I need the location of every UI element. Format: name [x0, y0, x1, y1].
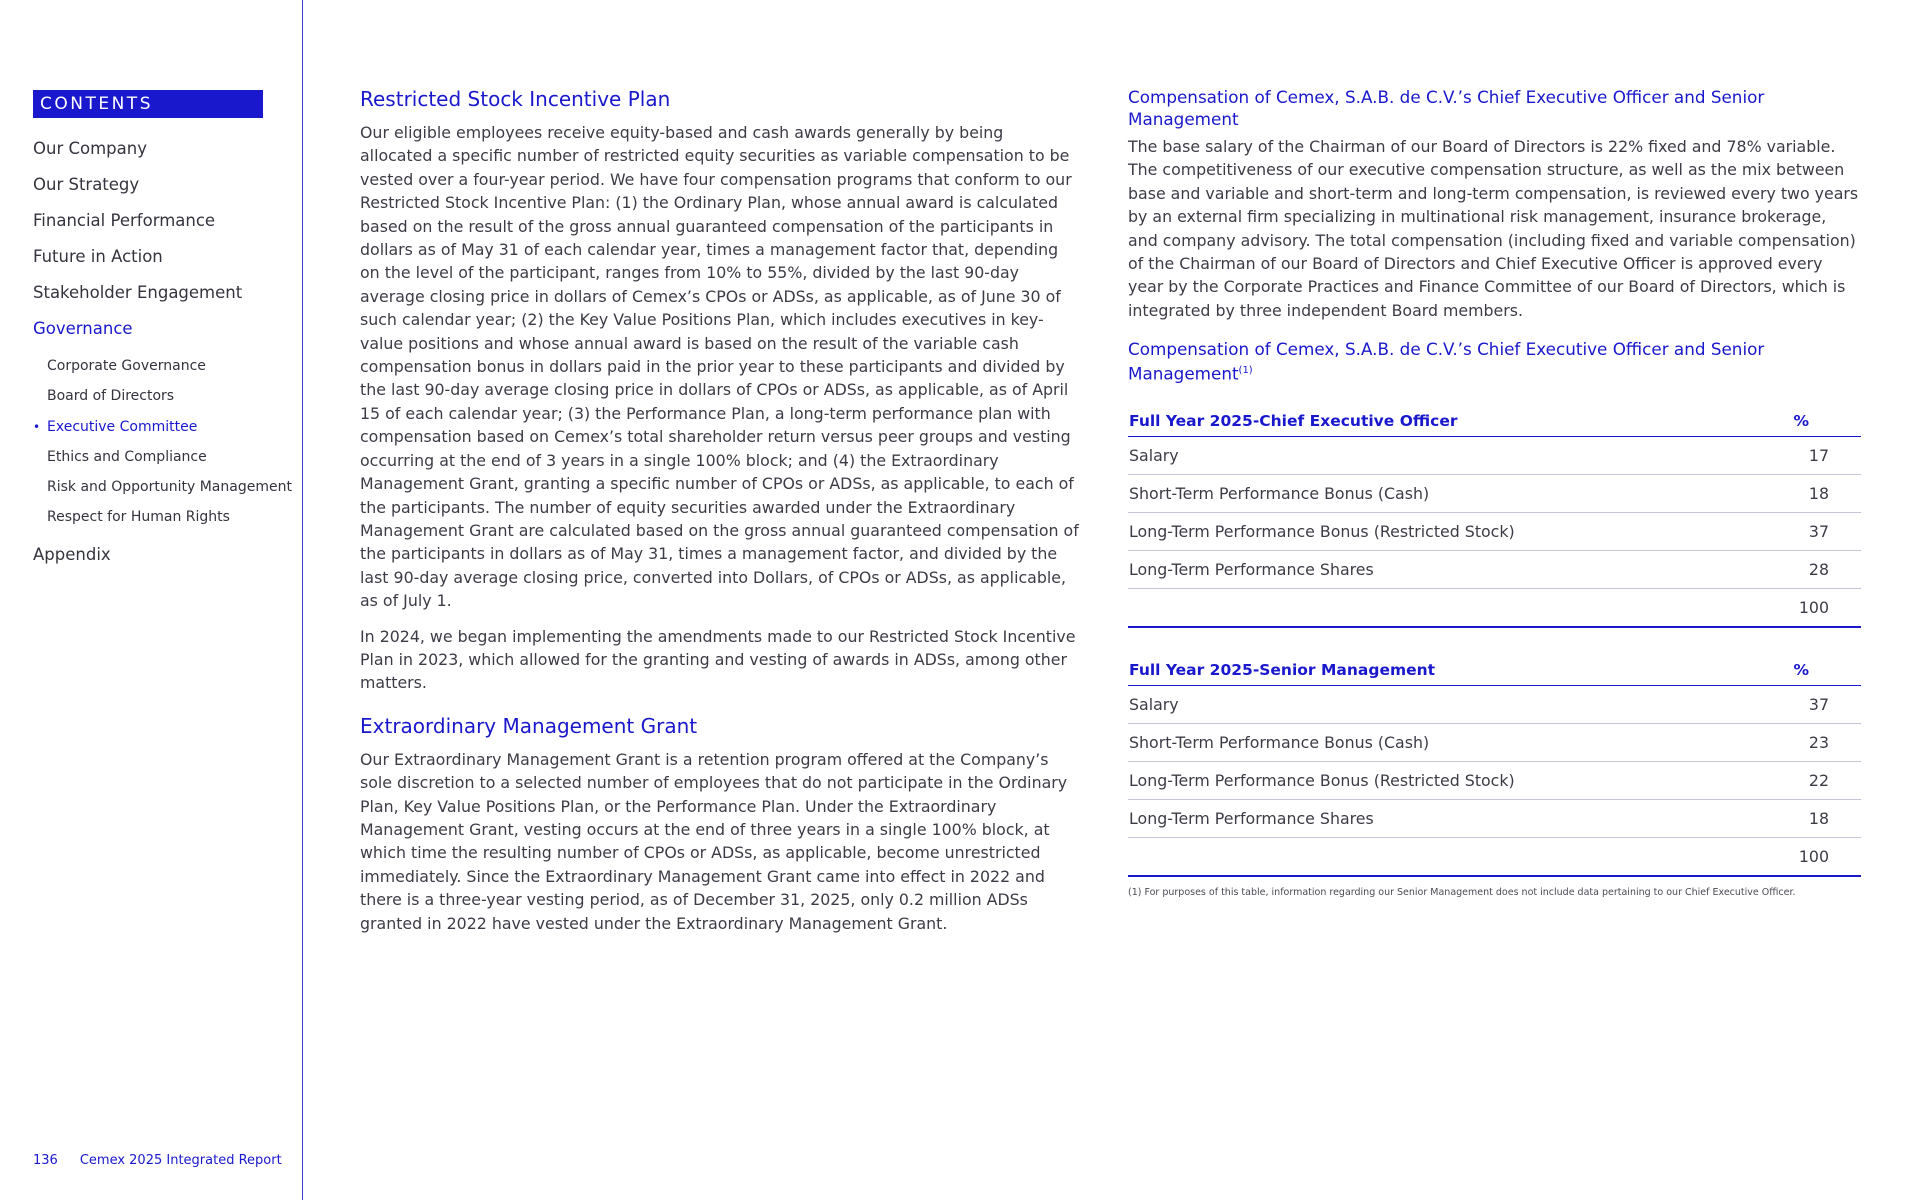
emg-heading: Extraordinary Management Grant	[360, 713, 698, 738]
page-number: 136	[33, 1153, 58, 1168]
row-value: 23	[1751, 723, 1861, 761]
table-row	[1128, 550, 1861, 588]
row-value: 22	[1751, 761, 1861, 799]
table-row	[1128, 799, 1861, 837]
table-total-row	[1128, 588, 1861, 627]
row-label: Long-Term Performance Bonus (Restricted Stock)	[1128, 761, 1751, 799]
ceo-compensation-table	[1128, 393, 1861, 628]
sidebar-item-appendix[interactable]: Appendix	[33, 544, 111, 564]
senior-management-compensation-table	[1128, 642, 1861, 877]
sidebar-nav	[33, 137, 292, 579]
table-row	[1128, 685, 1861, 723]
report-title: Cemex 2025 Integrated Report	[79, 1153, 282, 1168]
sidebar-item-stakeholder-engagement[interactable]: Stakeholder Engagement	[33, 283, 243, 302]
table-heading-note: (1)	[1238, 365, 1253, 377]
sidebar-item-future-in-action[interactable]: Future in Action	[33, 247, 163, 266]
row-value: 37	[1751, 512, 1861, 550]
emg-paragraph: Our Extraordinary Management Grant is a retention program offered at the Company’s sole discretion to a selected number of employees that do not participate in the Ordinary Plan, Key Value Positions Plan, or the Performance Plan. Under the Extraordinary Management Grant, vesting occurs at the end of three years in a single 100% block, at which time the resulting number of CPOs or ADSs, as applicable, become unrestricted immediately. Since the Extraordinary Management Grant came into effect in 2022 and there is a three-year vesting period, as of December 31, 2025, only 0.2 million ADSs granted in 2022 have vested under the Extraordinary Management Grant.	[360, 749, 1068, 933]
main-column-left	[360, 86, 1080, 947]
row-value: 28	[1751, 550, 1861, 588]
sidebar-item-governance[interactable]: Governance	[33, 319, 133, 338]
rsip-heading: Restricted Stock Incentive Plan	[360, 87, 671, 111]
table-total-row	[1128, 837, 1861, 876]
sidebar-item-our-strategy[interactable]: Our Strategy	[33, 175, 140, 194]
table-heading-text: Compensation of Cemex, S.A.B. de C.V.’s Chief Executive Officer and Senior Management	[1128, 339, 1765, 384]
sidebar-subitem-corporate-governance[interactable]: Corporate Governance	[47, 358, 206, 374]
sidebar-item-our-company[interactable]: Our Company	[33, 139, 147, 158]
sidebar	[0, 0, 303, 1200]
row-label: Salary	[1128, 436, 1751, 474]
compensation-table-heading	[1128, 338, 1861, 385]
total-value: 100	[1751, 588, 1861, 627]
row-label: Long-Term Performance Shares	[1128, 799, 1751, 837]
row-label: Short-Term Performance Bonus (Cash)	[1128, 474, 1751, 512]
rsip-paragraph-1: Our eligible employees receive equity-based and cash awards generally by being allocated a specific number of restricted equity securities as variable compensation to be vested over a four-year period. We have four compensation programs that conform to our Restricted Stock Incentive Plan: (1) the Ordinary Plan, whose annual award is calculated based on the result of the gross annual guaranteed compensation of the participants in dollars as of May 31 of each calendar year, times a management factor that, depending on the level of the participant, ranges from 10% to 55%, divided by the last 90-day average closing price in dollars of Cemex’s CPOs or ADSs, as applicable, as of June 30 of such calendar year; (2) the Key Value Positions Plan, which includes executives in key-value positions and whose annual award is based on the result of the variable cash compensation bonus in dollars paid in the prior year to these participants and divided by the last 90-day average closing price in dollars of CPOs or ADSs, as applicable, as of April 15 of each calendar year; (3) the Performance Plan, a long-term performance plan with compensation based on Cemex’s total shareholder return versus peer groups and vesting occurring at the end of 3 years in a single 100% block; and (4) the Extraordinary Management Grant, granting a specific number of CPOs or ADSs, as applicable, to each of the participants. The number of equity securities awarded under the Extraordinary Management Grant are calculated based on the gross annual guaranteed compensation of the participants in dollars as of May 31, times a management factor, and divided by the last 90-day average closing price, converted into Dollars, of CPOs or ADSs, as applicable, as of July 1.	[360, 123, 1079, 611]
compensation-paragraph: The base salary of the Chairman of our Board of Directors is 22% fixed and 78% variable. The competitiveness of our executive compensation structure, as well as the mix between base and variable and short-term and long-term compensation, is reviewed every two years by an external firm specializing in multinational risk management, insurance brokerage, and company advisory. The total compensation (including fixed and variable compensation) of the Chairman of our Board of Directors and Chief Executive Officer is approved every year by the Corporate Practices and Finance Committee of our Board of Directors, which is integrated by three independent Board members.	[1128, 137, 1859, 320]
sidebar-subitem-ethics-and-compliance[interactable]: Ethics and Compliance	[47, 448, 207, 465]
page-footer	[33, 1153, 282, 1168]
sidebar-subitem-risk-and-opportunity-management[interactable]: Risk and Opportunity Management	[47, 479, 292, 496]
rsip-paragraph-2: In 2024, we began implementing the amendments made to our Restricted Stock Incentive Plan in 2023, which allowed for the granting and vesting of awards in ADSs, among other matters.	[360, 626, 1076, 693]
sidebar-subitem-respect-for-human-rights[interactable]: Respect for Human Rights	[47, 509, 230, 526]
table-row	[1128, 436, 1861, 474]
row-value: 18	[1751, 474, 1861, 512]
table-footnote: (1) For purposes of this table, information regarding our Senior Management does not include data pertaining to our Chief Executive Officer.	[1128, 886, 1796, 898]
table-header-row	[1128, 642, 1861, 686]
contents-header: CONTENTS	[33, 90, 263, 118]
row-label: Salary	[1128, 685, 1751, 723]
sidebar-subitem-board-of-directors[interactable]: Board of Directors	[47, 388, 175, 405]
table-row	[1128, 723, 1861, 761]
table-row	[1128, 474, 1861, 512]
main-column-right	[1128, 86, 1861, 898]
compensation-heading: Compensation of Cemex, S.A.B. de C.V.’s Chief Executive Officer and Senior Management	[1128, 87, 1765, 129]
row-label: Long-Term Performance Shares	[1128, 550, 1751, 588]
ceo-table-pct-header: %	[1751, 393, 1861, 437]
row-value: 37	[1751, 685, 1861, 723]
sidebar-item-financial-performance[interactable]: Financial Performance	[33, 211, 216, 230]
table-row	[1128, 512, 1861, 550]
row-value: 17	[1751, 436, 1861, 474]
total-value: 100	[1751, 837, 1861, 876]
sm-table-header: Full Year 2025-Senior Management	[1128, 642, 1751, 686]
ceo-table-header: Full Year 2025-Chief Executive Officer	[1128, 393, 1751, 437]
row-label: Long-Term Performance Bonus (Restricted Stock)	[1128, 512, 1751, 550]
row-label: Short-Term Performance Bonus (Cash)	[1128, 723, 1751, 761]
table-header-row	[1128, 393, 1861, 437]
row-value: 18	[1751, 799, 1861, 837]
sidebar-subitem-executive-committee[interactable]: • Executive Committee	[33, 417, 292, 447]
table-row	[1128, 761, 1861, 799]
sm-table-pct-header: %	[1751, 642, 1861, 686]
